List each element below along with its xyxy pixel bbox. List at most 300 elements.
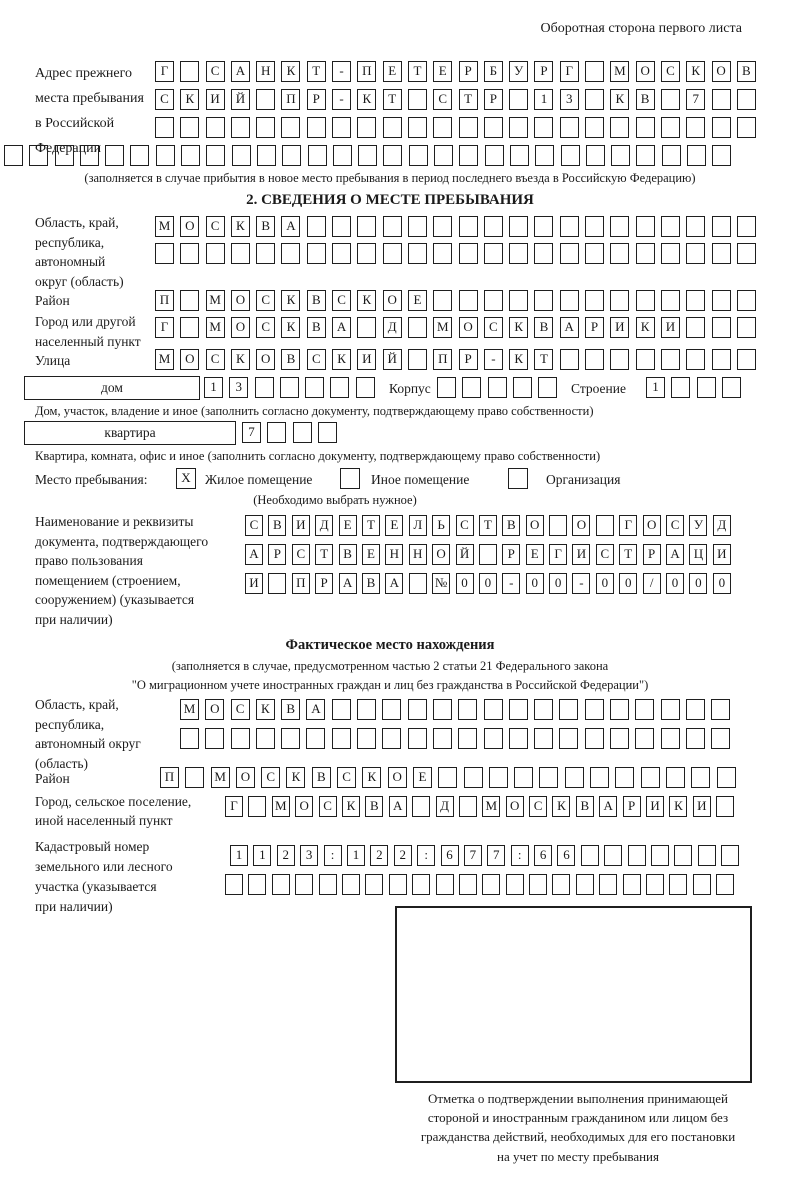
char-cell[interactable] xyxy=(651,845,669,866)
char-cell[interactable]: О xyxy=(636,61,655,82)
char-cell[interactable] xyxy=(686,117,705,138)
char-cell[interactable]: С xyxy=(206,216,225,237)
char-cell[interactable] xyxy=(248,874,266,895)
char-cell[interactable] xyxy=(408,317,427,338)
char-cell[interactable] xyxy=(604,845,622,866)
char-cell[interactable] xyxy=(641,767,660,788)
char-cell[interactable]: В xyxy=(576,796,594,817)
char-cell[interactable] xyxy=(585,290,604,311)
char-cell[interactable] xyxy=(433,290,452,311)
char-cell[interactable]: Й xyxy=(383,349,402,370)
char-cell[interactable]: П xyxy=(433,349,452,370)
char-cell[interactable] xyxy=(205,728,224,749)
char-cell[interactable]: С xyxy=(484,317,503,338)
char-cell[interactable]: Р xyxy=(623,796,641,817)
char-cell[interactable]: В xyxy=(256,216,275,237)
char-cell[interactable] xyxy=(538,377,557,398)
char-cell[interactable]: Т xyxy=(315,544,333,565)
char-cell[interactable] xyxy=(534,216,553,237)
char-cell[interactable]: К xyxy=(332,349,351,370)
char-cell[interactable] xyxy=(408,699,427,720)
char-cell[interactable] xyxy=(737,290,756,311)
char-cell[interactable] xyxy=(459,117,478,138)
char-cell[interactable]: Р xyxy=(502,544,520,565)
char-cell[interactable] xyxy=(365,874,383,895)
char-cell[interactable]: И xyxy=(693,796,711,817)
char-cell[interactable]: Р xyxy=(268,544,286,565)
char-cell[interactable] xyxy=(485,145,504,166)
char-cell[interactable] xyxy=(581,845,599,866)
char-cell[interactable] xyxy=(484,216,503,237)
char-cell[interactable] xyxy=(712,117,731,138)
char-cell[interactable]: Р xyxy=(643,544,661,565)
char-cell[interactable]: А xyxy=(306,699,325,720)
char-cell[interactable] xyxy=(459,796,477,817)
char-cell[interactable] xyxy=(307,216,326,237)
char-cell[interactable] xyxy=(459,216,478,237)
char-cell[interactable] xyxy=(560,216,579,237)
char-cell[interactable] xyxy=(433,728,452,749)
char-cell[interactable] xyxy=(722,377,741,398)
char-cell[interactable]: К xyxy=(342,796,360,817)
char-cell[interactable]: И xyxy=(646,796,664,817)
char-cell[interactable]: М xyxy=(433,317,452,338)
char-cell[interactable]: А xyxy=(231,61,250,82)
char-cell[interactable] xyxy=(610,728,629,749)
char-cell[interactable] xyxy=(231,243,250,264)
char-cell[interactable]: Т xyxy=(307,61,326,82)
char-cell[interactable] xyxy=(529,874,547,895)
char-cell[interactable] xyxy=(155,243,174,264)
char-cell[interactable]: Е xyxy=(385,515,403,536)
char-cell[interactable] xyxy=(231,117,250,138)
char-cell[interactable] xyxy=(356,377,375,398)
char-cell[interactable] xyxy=(686,728,705,749)
char-cell[interactable]: У xyxy=(689,515,707,536)
char-cell[interactable] xyxy=(181,145,200,166)
char-cell[interactable]: Г xyxy=(549,544,567,565)
char-cell[interactable] xyxy=(585,216,604,237)
char-cell[interactable] xyxy=(484,117,503,138)
apartment-box[interactable]: квартира xyxy=(24,421,236,445)
char-cell[interactable]: П xyxy=(292,573,310,594)
char-cell[interactable]: Е xyxy=(339,515,357,536)
char-cell[interactable]: Е xyxy=(526,544,544,565)
char-cell[interactable]: И xyxy=(292,515,310,536)
char-cell[interactable] xyxy=(256,89,275,110)
char-cell[interactable] xyxy=(80,145,99,166)
char-cell[interactable] xyxy=(180,728,199,749)
char-cell[interactable]: М xyxy=(206,290,225,311)
char-cell[interactable]: : xyxy=(511,845,529,866)
char-cell[interactable] xyxy=(711,728,730,749)
char-cell[interactable] xyxy=(697,377,716,398)
char-cell[interactable] xyxy=(459,290,478,311)
char-cell[interactable] xyxy=(459,874,477,895)
char-cell[interactable]: И xyxy=(357,349,376,370)
char-cell[interactable] xyxy=(408,216,427,237)
char-cell[interactable] xyxy=(459,145,478,166)
char-cell[interactable] xyxy=(716,796,734,817)
char-cell[interactable] xyxy=(433,699,452,720)
char-cell[interactable]: С xyxy=(206,349,225,370)
char-cell[interactable]: Г xyxy=(225,796,243,817)
char-cell[interactable]: Е xyxy=(362,544,380,565)
char-cell[interactable] xyxy=(206,145,225,166)
char-cell[interactable] xyxy=(610,349,629,370)
char-cell[interactable] xyxy=(459,243,478,264)
char-cell[interactable]: Н xyxy=(385,544,403,565)
char-cell[interactable]: К xyxy=(231,349,250,370)
char-cell[interactable]: В xyxy=(365,796,383,817)
char-cell[interactable] xyxy=(180,117,199,138)
char-cell[interactable]: В xyxy=(312,767,331,788)
char-cell[interactable]: С xyxy=(245,515,263,536)
char-cell[interactable] xyxy=(712,290,731,311)
char-cell[interactable]: П xyxy=(281,89,300,110)
char-cell[interactable]: Т xyxy=(619,544,637,565)
char-cell[interactable] xyxy=(231,728,250,749)
stay-residential-checkbox[interactable]: X xyxy=(176,468,196,489)
char-cell[interactable] xyxy=(693,874,711,895)
char-cell[interactable]: С xyxy=(261,767,280,788)
char-cell[interactable] xyxy=(357,317,376,338)
char-cell[interactable] xyxy=(623,874,641,895)
char-cell[interactable]: Ц xyxy=(689,544,707,565)
char-cell[interactable]: Й xyxy=(456,544,474,565)
char-cell[interactable] xyxy=(610,216,629,237)
char-cell[interactable]: О xyxy=(526,515,544,536)
char-cell[interactable] xyxy=(560,243,579,264)
char-cell[interactable] xyxy=(255,377,274,398)
char-cell[interactable]: А xyxy=(332,317,351,338)
char-cell[interactable] xyxy=(437,377,456,398)
char-cell[interactable] xyxy=(599,874,617,895)
char-cell[interactable] xyxy=(636,349,655,370)
char-cell[interactable]: В xyxy=(737,61,756,82)
char-cell[interactable] xyxy=(539,767,558,788)
char-cell[interactable] xyxy=(628,845,646,866)
char-cell[interactable] xyxy=(156,145,175,166)
char-cell[interactable] xyxy=(686,243,705,264)
char-cell[interactable]: В xyxy=(281,699,300,720)
char-cell[interactable] xyxy=(560,117,579,138)
char-cell[interactable] xyxy=(565,767,584,788)
char-cell[interactable] xyxy=(674,845,692,866)
char-cell[interactable]: К xyxy=(509,317,528,338)
char-cell[interactable]: М xyxy=(211,767,230,788)
char-cell[interactable] xyxy=(256,243,275,264)
char-cell[interactable]: 3 xyxy=(560,89,579,110)
char-cell[interactable] xyxy=(691,767,710,788)
char-cell[interactable]: 0 xyxy=(456,573,474,594)
char-cell[interactable]: О xyxy=(295,796,313,817)
char-cell[interactable]: П xyxy=(357,61,376,82)
char-cell[interactable]: К xyxy=(552,796,570,817)
char-cell[interactable] xyxy=(257,145,276,166)
char-cell[interactable] xyxy=(509,290,528,311)
char-cell[interactable]: Д xyxy=(315,515,333,536)
char-cell[interactable] xyxy=(180,317,199,338)
char-cell[interactable] xyxy=(434,145,453,166)
char-cell[interactable] xyxy=(488,377,507,398)
char-cell[interactable]: О xyxy=(459,317,478,338)
char-cell[interactable]: К xyxy=(509,349,528,370)
char-cell[interactable] xyxy=(180,243,199,264)
char-cell[interactable] xyxy=(514,767,533,788)
char-cell[interactable] xyxy=(535,145,554,166)
char-cell[interactable]: А xyxy=(339,573,357,594)
char-cell[interactable] xyxy=(717,767,736,788)
char-cell[interactable]: О xyxy=(180,349,199,370)
char-cell[interactable] xyxy=(458,728,477,749)
char-cell[interactable]: 6 xyxy=(557,845,575,866)
char-cell[interactable] xyxy=(307,243,326,264)
char-cell[interactable]: С xyxy=(337,767,356,788)
char-cell[interactable] xyxy=(596,515,614,536)
char-cell[interactable]: А xyxy=(560,317,579,338)
char-cell[interactable]: К xyxy=(286,767,305,788)
char-cell[interactable] xyxy=(412,874,430,895)
char-cell[interactable] xyxy=(306,728,325,749)
char-cell[interactable]: Т xyxy=(534,349,553,370)
char-cell[interactable]: С xyxy=(292,544,310,565)
char-cell[interactable]: С xyxy=(661,61,680,82)
char-cell[interactable]: К xyxy=(610,89,629,110)
char-cell[interactable]: И xyxy=(206,89,225,110)
char-cell[interactable]: О xyxy=(205,699,224,720)
char-cell[interactable] xyxy=(382,699,401,720)
char-cell[interactable] xyxy=(509,699,528,720)
char-cell[interactable]: К xyxy=(357,89,376,110)
char-cell[interactable] xyxy=(636,290,655,311)
char-cell[interactable]: И xyxy=(245,573,263,594)
char-cell[interactable]: 1 xyxy=(646,377,665,398)
char-cell[interactable]: И xyxy=(572,544,590,565)
char-cell[interactable]: О xyxy=(236,767,255,788)
char-cell[interactable] xyxy=(489,767,508,788)
char-cell[interactable]: Н xyxy=(256,61,275,82)
char-cell[interactable] xyxy=(206,243,225,264)
char-cell[interactable] xyxy=(225,874,243,895)
char-cell[interactable]: С xyxy=(155,89,174,110)
char-cell[interactable]: Е xyxy=(383,61,402,82)
char-cell[interactable] xyxy=(509,89,528,110)
char-cell[interactable] xyxy=(534,728,553,749)
char-cell[interactable] xyxy=(29,145,48,166)
char-cell[interactable] xyxy=(661,216,680,237)
char-cell[interactable]: О xyxy=(432,544,450,565)
char-cell[interactable] xyxy=(534,290,553,311)
char-cell[interactable]: Т xyxy=(479,515,497,536)
char-cell[interactable] xyxy=(635,699,654,720)
char-cell[interactable] xyxy=(585,117,604,138)
char-cell[interactable] xyxy=(615,767,634,788)
char-cell[interactable] xyxy=(610,243,629,264)
char-cell[interactable]: С xyxy=(596,544,614,565)
char-cell[interactable] xyxy=(509,216,528,237)
char-cell[interactable]: - xyxy=(572,573,590,594)
char-cell[interactable] xyxy=(180,61,199,82)
char-cell[interactable] xyxy=(330,377,349,398)
char-cell[interactable]: В xyxy=(502,515,520,536)
char-cell[interactable]: 0 xyxy=(549,573,567,594)
char-cell[interactable] xyxy=(357,728,376,749)
char-cell[interactable] xyxy=(585,61,604,82)
char-cell[interactable]: Е xyxy=(408,290,427,311)
char-cell[interactable] xyxy=(661,243,680,264)
char-cell[interactable] xyxy=(661,699,680,720)
char-cell[interactable] xyxy=(559,699,578,720)
char-cell[interactable]: Б xyxy=(484,61,503,82)
char-cell[interactable] xyxy=(737,317,756,338)
char-cell[interactable] xyxy=(180,290,199,311)
char-cell[interactable]: Д xyxy=(436,796,454,817)
char-cell[interactable] xyxy=(409,573,427,594)
char-cell[interactable]: К xyxy=(281,61,300,82)
char-cell[interactable] xyxy=(712,216,731,237)
char-cell[interactable] xyxy=(506,874,524,895)
char-cell[interactable] xyxy=(549,515,567,536)
char-cell[interactable] xyxy=(661,290,680,311)
char-cell[interactable] xyxy=(332,243,351,264)
char-cell[interactable] xyxy=(560,349,579,370)
char-cell[interactable] xyxy=(586,145,605,166)
char-cell[interactable]: М xyxy=(180,699,199,720)
char-cell[interactable] xyxy=(484,728,503,749)
char-cell[interactable] xyxy=(611,145,630,166)
char-cell[interactable] xyxy=(155,117,174,138)
char-cell[interactable] xyxy=(484,699,503,720)
char-cell[interactable] xyxy=(686,699,705,720)
char-cell[interactable] xyxy=(666,767,685,788)
char-cell[interactable] xyxy=(585,243,604,264)
char-cell[interactable]: О xyxy=(256,349,275,370)
char-cell[interactable]: С xyxy=(307,349,326,370)
char-cell[interactable]: 6 xyxy=(534,845,552,866)
char-cell[interactable]: С xyxy=(231,699,250,720)
char-cell[interactable]: К xyxy=(686,61,705,82)
char-cell[interactable] xyxy=(482,874,500,895)
char-cell[interactable]: К xyxy=(281,317,300,338)
char-cell[interactable] xyxy=(509,728,528,749)
char-cell[interactable]: 0 xyxy=(526,573,544,594)
char-cell[interactable] xyxy=(462,377,481,398)
char-cell[interactable] xyxy=(669,874,687,895)
char-cell[interactable]: / xyxy=(643,573,661,594)
char-cell[interactable]: А xyxy=(599,796,617,817)
char-cell[interactable]: Е xyxy=(413,767,432,788)
char-cell[interactable] xyxy=(712,89,731,110)
char-cell[interactable]: Д xyxy=(383,317,402,338)
char-cell[interactable] xyxy=(712,349,731,370)
char-cell[interactable] xyxy=(534,699,553,720)
char-cell[interactable] xyxy=(479,544,497,565)
char-cell[interactable]: Г xyxy=(560,61,579,82)
char-cell[interactable]: Д xyxy=(713,515,731,536)
char-cell[interactable]: М xyxy=(482,796,500,817)
char-cell[interactable] xyxy=(635,728,654,749)
char-cell[interactable] xyxy=(318,422,337,443)
char-cell[interactable]: А xyxy=(666,544,684,565)
char-cell[interactable]: С xyxy=(256,317,275,338)
char-cell[interactable]: П xyxy=(155,290,174,311)
char-cell[interactable]: 3 xyxy=(300,845,318,866)
char-cell[interactable]: М xyxy=(155,216,174,237)
char-cell[interactable]: К xyxy=(256,699,275,720)
char-cell[interactable]: О xyxy=(572,515,590,536)
char-cell[interactable] xyxy=(464,767,483,788)
char-cell[interactable] xyxy=(436,874,454,895)
char-cell[interactable] xyxy=(267,422,286,443)
char-cell[interactable]: М xyxy=(206,317,225,338)
char-cell[interactable] xyxy=(383,243,402,264)
char-cell[interactable] xyxy=(55,145,74,166)
char-cell[interactable]: Р xyxy=(315,573,333,594)
char-cell[interactable] xyxy=(737,216,756,237)
char-cell[interactable]: Н xyxy=(409,544,427,565)
char-cell[interactable] xyxy=(295,874,313,895)
char-cell[interactable] xyxy=(661,728,680,749)
char-cell[interactable]: В xyxy=(268,515,286,536)
char-cell[interactable] xyxy=(661,89,680,110)
char-cell[interactable] xyxy=(458,699,477,720)
char-cell[interactable] xyxy=(636,145,655,166)
char-cell[interactable] xyxy=(332,117,351,138)
char-cell[interactable] xyxy=(409,145,428,166)
char-cell[interactable] xyxy=(711,699,730,720)
char-cell[interactable] xyxy=(646,874,664,895)
char-cell[interactable] xyxy=(305,377,324,398)
char-cell[interactable] xyxy=(552,874,570,895)
char-cell[interactable] xyxy=(408,117,427,138)
char-cell[interactable]: 2 xyxy=(277,845,295,866)
char-cell[interactable] xyxy=(610,699,629,720)
char-cell[interactable] xyxy=(661,117,680,138)
char-cell[interactable]: М xyxy=(272,796,290,817)
char-cell[interactable] xyxy=(358,145,377,166)
char-cell[interactable]: К xyxy=(231,216,250,237)
char-cell[interactable] xyxy=(293,422,312,443)
char-cell[interactable]: Т xyxy=(459,89,478,110)
char-cell[interactable] xyxy=(281,728,300,749)
char-cell[interactable]: В xyxy=(281,349,300,370)
char-cell[interactable]: М xyxy=(155,349,174,370)
char-cell[interactable]: С xyxy=(666,515,684,536)
char-cell[interactable]: О xyxy=(388,767,407,788)
char-cell[interactable]: Г xyxy=(619,515,637,536)
char-cell[interactable] xyxy=(610,117,629,138)
char-cell[interactable] xyxy=(662,145,681,166)
char-cell[interactable] xyxy=(509,243,528,264)
char-cell[interactable] xyxy=(412,796,430,817)
char-cell[interactable]: 0 xyxy=(619,573,637,594)
char-cell[interactable] xyxy=(206,117,225,138)
char-cell[interactable] xyxy=(332,728,351,749)
char-cell[interactable]: Г xyxy=(155,317,174,338)
char-cell[interactable]: 1 xyxy=(347,845,365,866)
char-cell[interactable]: К xyxy=(357,290,376,311)
char-cell[interactable] xyxy=(661,349,680,370)
char-cell[interactable]: Р xyxy=(307,89,326,110)
stay-other-checkbox[interactable] xyxy=(340,468,360,489)
char-cell[interactable]: С xyxy=(456,515,474,536)
char-cell[interactable] xyxy=(513,377,532,398)
char-cell[interactable]: 0 xyxy=(666,573,684,594)
char-cell[interactable] xyxy=(636,117,655,138)
char-cell[interactable]: Р xyxy=(534,61,553,82)
char-cell[interactable] xyxy=(737,349,756,370)
